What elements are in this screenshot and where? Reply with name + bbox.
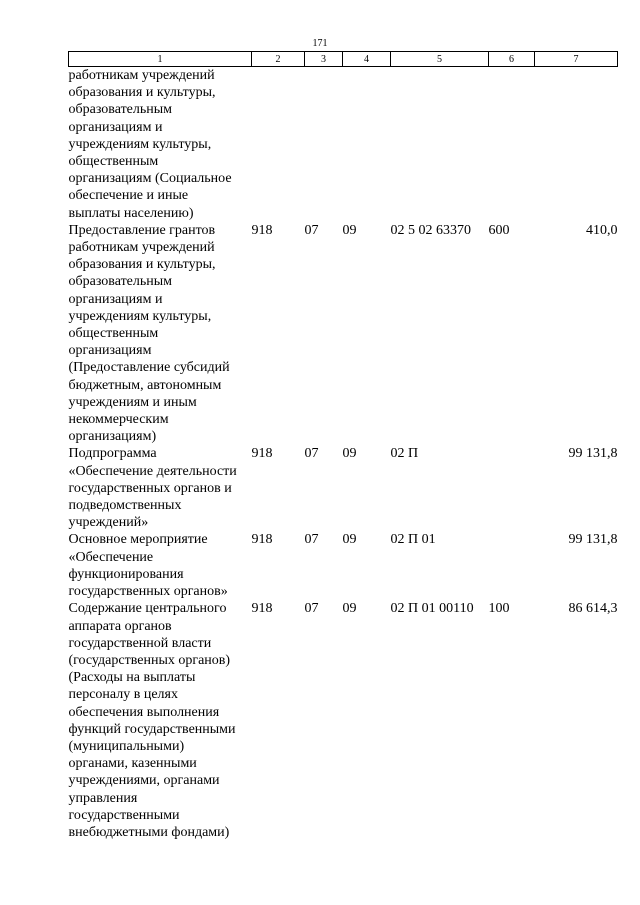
target-code: 02 5 02 63370 (390, 222, 471, 238)
table-row (69, 67, 618, 222)
target-code: 02 П 01 (390, 532, 436, 548)
subsection-code: 09 (342, 222, 357, 238)
row-name: Предоставление грантов работникам учреждений образования и культуры, образовательным организациям и учреждениям культуры, общественным организациям (Предоставление субсидий бюджетным, автономным учреждениям и иным некоммерческим организациям) (68, 222, 230, 445)
expense-type-code (489, 445, 535, 531)
target-code: 02 П (390, 446, 419, 462)
subsection-code: 09 (342, 601, 357, 617)
expense-type-code (489, 531, 535, 600)
expense-type-code: 100 (488, 601, 510, 617)
expense-type-code (489, 67, 535, 222)
column-header-4: 4 (343, 52, 391, 67)
header-row (69, 52, 618, 67)
column-header-5: 5 (391, 52, 489, 67)
amount: 99 131,8 (568, 446, 618, 462)
ministry-code: 918 (251, 222, 273, 238)
row-name: Основное мероприятие «Обеспечение функционирования государственных органов» (68, 532, 228, 600)
budget-table (68, 51, 618, 841)
column-header-2: 2 (252, 52, 305, 67)
ministry-code: 918 (251, 601, 273, 617)
subsection-code (343, 67, 391, 222)
table-row (69, 222, 618, 446)
amount: 86 614,3 (568, 601, 618, 617)
column-header-3: 3 (305, 52, 343, 67)
section-code: 07 (304, 446, 319, 462)
amount: 410,0 (586, 222, 618, 238)
target-code: 02 П 01 00110 (390, 601, 474, 617)
target-code (391, 67, 489, 222)
expense-type-code: 600 (488, 222, 510, 238)
section-code (305, 67, 343, 222)
page-number: 171 (312, 38, 328, 49)
section-code: 07 (304, 532, 319, 548)
section-code: 07 (304, 601, 319, 617)
amount: 99 131,8 (568, 532, 618, 548)
ministry-code: 918 (251, 446, 273, 462)
row-name: Подпрограмма «Обеспечение деятельности государственных органов и подведомственных учреждений» (68, 446, 237, 531)
subsection-code: 09 (342, 532, 357, 548)
row-name: Содержание центрального аппарата органов государственной власти (государственных органов) (Расходы на выплаты персоналу в целях обеспечения выполнения функций государственными (муниципальными) органами, казенными учреждениями, органами управления государственными внебюджетными фондами) (68, 601, 236, 840)
table-row (69, 531, 618, 600)
subsection-code: 09 (342, 446, 357, 462)
table-row (69, 600, 618, 841)
column-header-7: 7 (535, 52, 618, 67)
ministry-code (252, 67, 305, 222)
table-row (69, 445, 618, 531)
column-header-1: 1 (69, 52, 252, 67)
amount (535, 67, 618, 222)
ministry-code: 918 (251, 532, 273, 548)
row-name: работникам учреждений образования и культуры, образовательным организациям и учреждениям культуры, общественным организациям (Социальное обеспечение и иные выплаты населению) (68, 68, 232, 221)
column-header-6: 6 (489, 52, 535, 67)
section-code: 07 (304, 222, 319, 238)
